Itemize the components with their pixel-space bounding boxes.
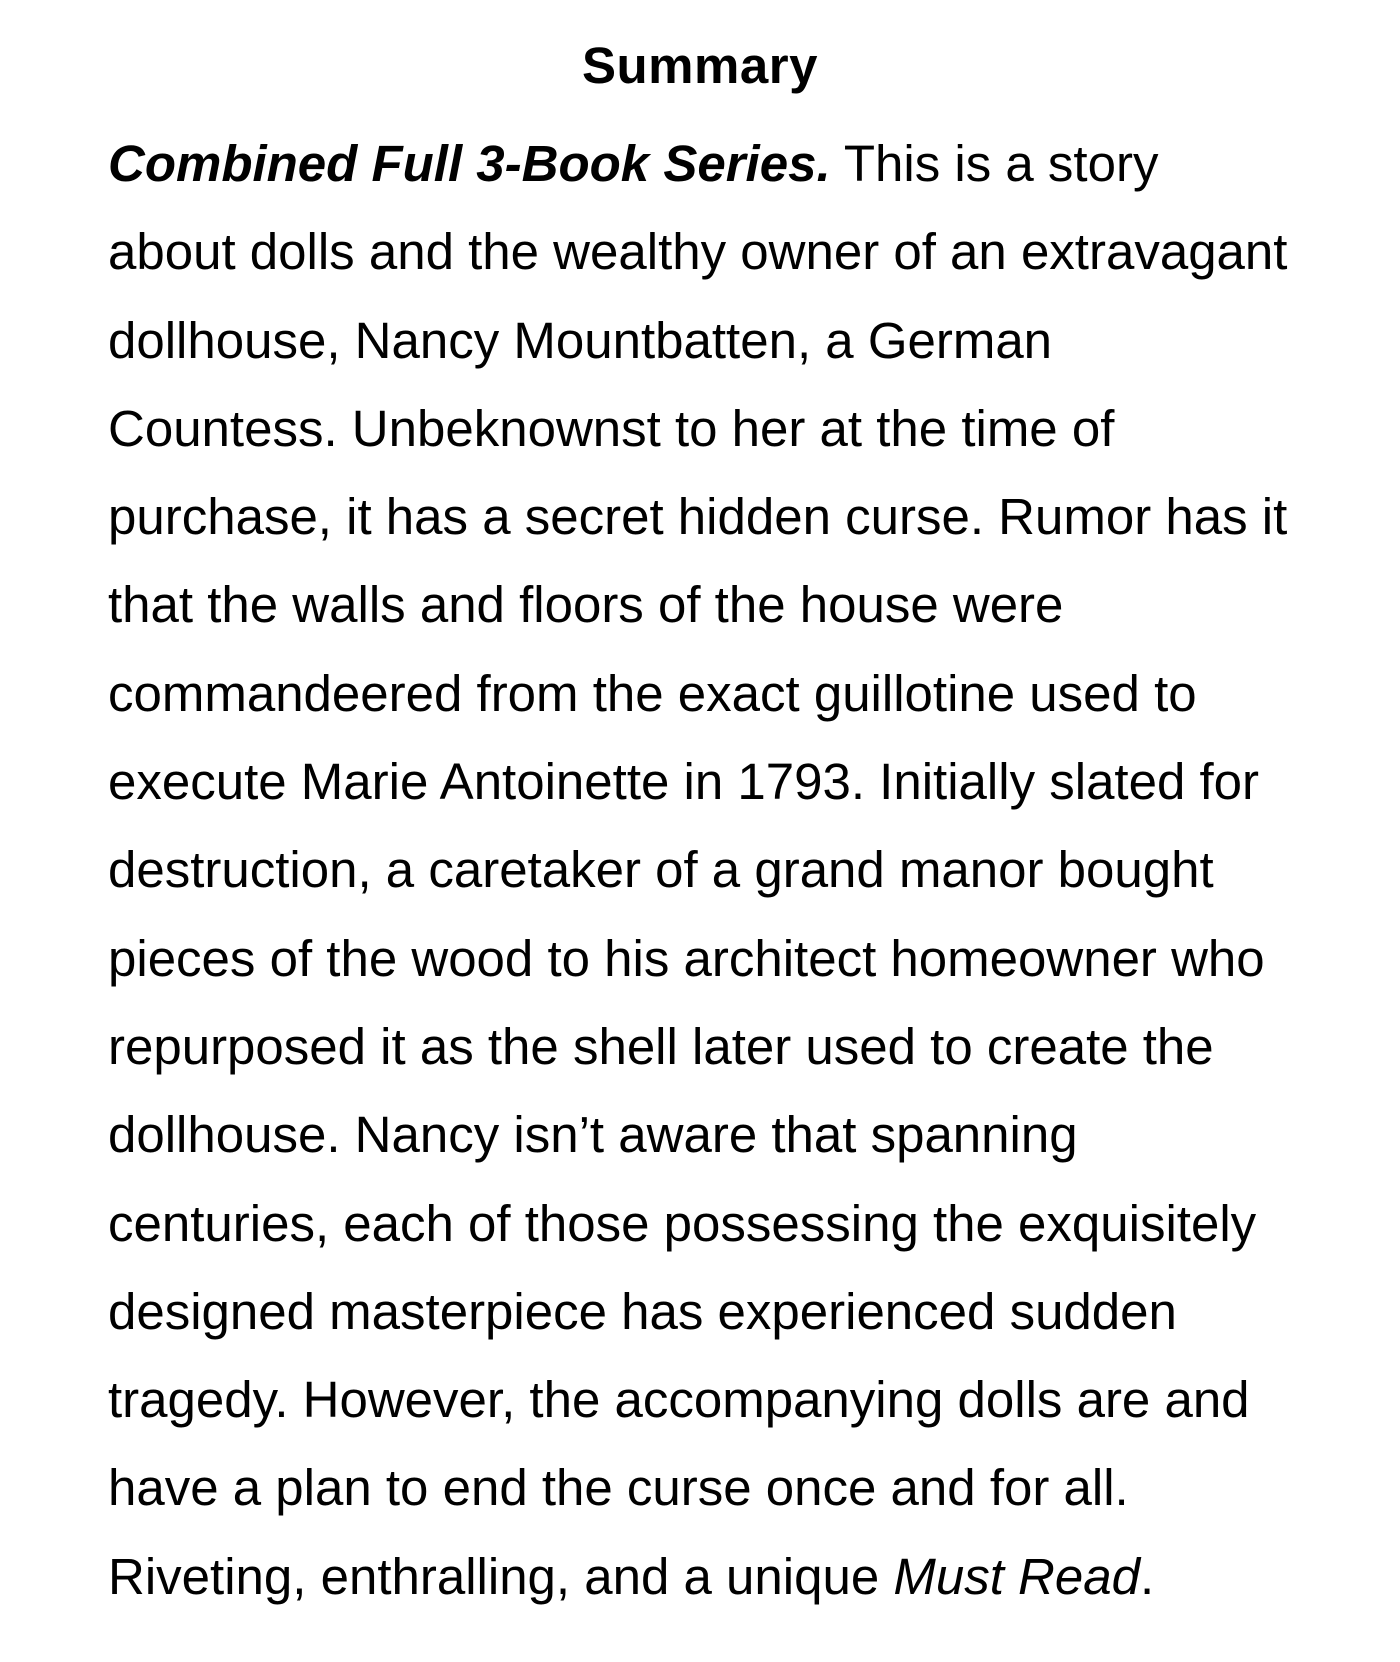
text-segment-regular: This is a story [830, 135, 1159, 192]
text-segment-regular: tragedy. However, the accompanying dolls are and [108, 1371, 1250, 1429]
text-segment-regular: destruction, a caretaker of a grand manor bought [108, 841, 1214, 899]
text-line [108, 826, 1348, 914]
text-segment-regular: . [1139, 1547, 1155, 1605]
text-line [108, 120, 1348, 208]
text-segment-regular: centuries, each of those possessing the exquisitely [108, 1194, 1257, 1252]
text-line [108, 1444, 1348, 1532]
text-segment-regular: designed masterpiece has experienced sudden [108, 1282, 1177, 1340]
text-segment-regular: pieces of the wood to his architect homeowner who [108, 929, 1265, 987]
text-line [108, 208, 1348, 296]
text-line [108, 561, 1348, 649]
text-segment-regular: repurposed it as the shell later used to create the [108, 1017, 1214, 1075]
text-segment-regular: about dolls and the wealthy owner of an extravagant [108, 223, 1288, 281]
text-segment-regular: that the walls and floors of the house were [108, 576, 1064, 634]
text-line [108, 915, 1348, 1003]
summary-heading: Summary [582, 37, 818, 94]
text-line [108, 1091, 1348, 1179]
text-segment-bold-italic: Combined Full 3-Book Series. [108, 135, 831, 192]
text-line [108, 1003, 1348, 1091]
text-segment-regular: Riveting, enthralling, and a unique [108, 1547, 894, 1605]
text-line [108, 738, 1348, 826]
text-line [108, 1533, 1348, 1621]
text-line [108, 385, 1348, 473]
text-segment-regular: dollhouse, Nancy Mountbatten, a German [108, 311, 1053, 369]
text-line [108, 473, 1348, 561]
text-segment-regular: execute Marie Antoinette in 1793. Initially slated for [108, 753, 1260, 811]
text-segment-regular: purchase, it has a secret hidden curse. Rumor has it [108, 488, 1288, 546]
text-line [108, 650, 1348, 738]
summary-paragraph [108, 120, 1348, 1621]
text-segment-regular: dollhouse. Nancy isn’t aware that spanning [108, 1106, 1078, 1164]
text-segment-regular: commandeered from the exact guillotine used to [108, 664, 1197, 722]
text-segment-regular: have a plan to end the curse once and for all. [108, 1459, 1129, 1517]
text-line [108, 297, 1348, 385]
text-line [108, 1268, 1348, 1356]
text-segment-italic: Must Read [893, 1547, 1140, 1605]
text-line [108, 1356, 1348, 1444]
text-line [108, 1180, 1348, 1268]
text-segment-regular: Countess. Unbeknownst to her at the time of [108, 399, 1115, 457]
